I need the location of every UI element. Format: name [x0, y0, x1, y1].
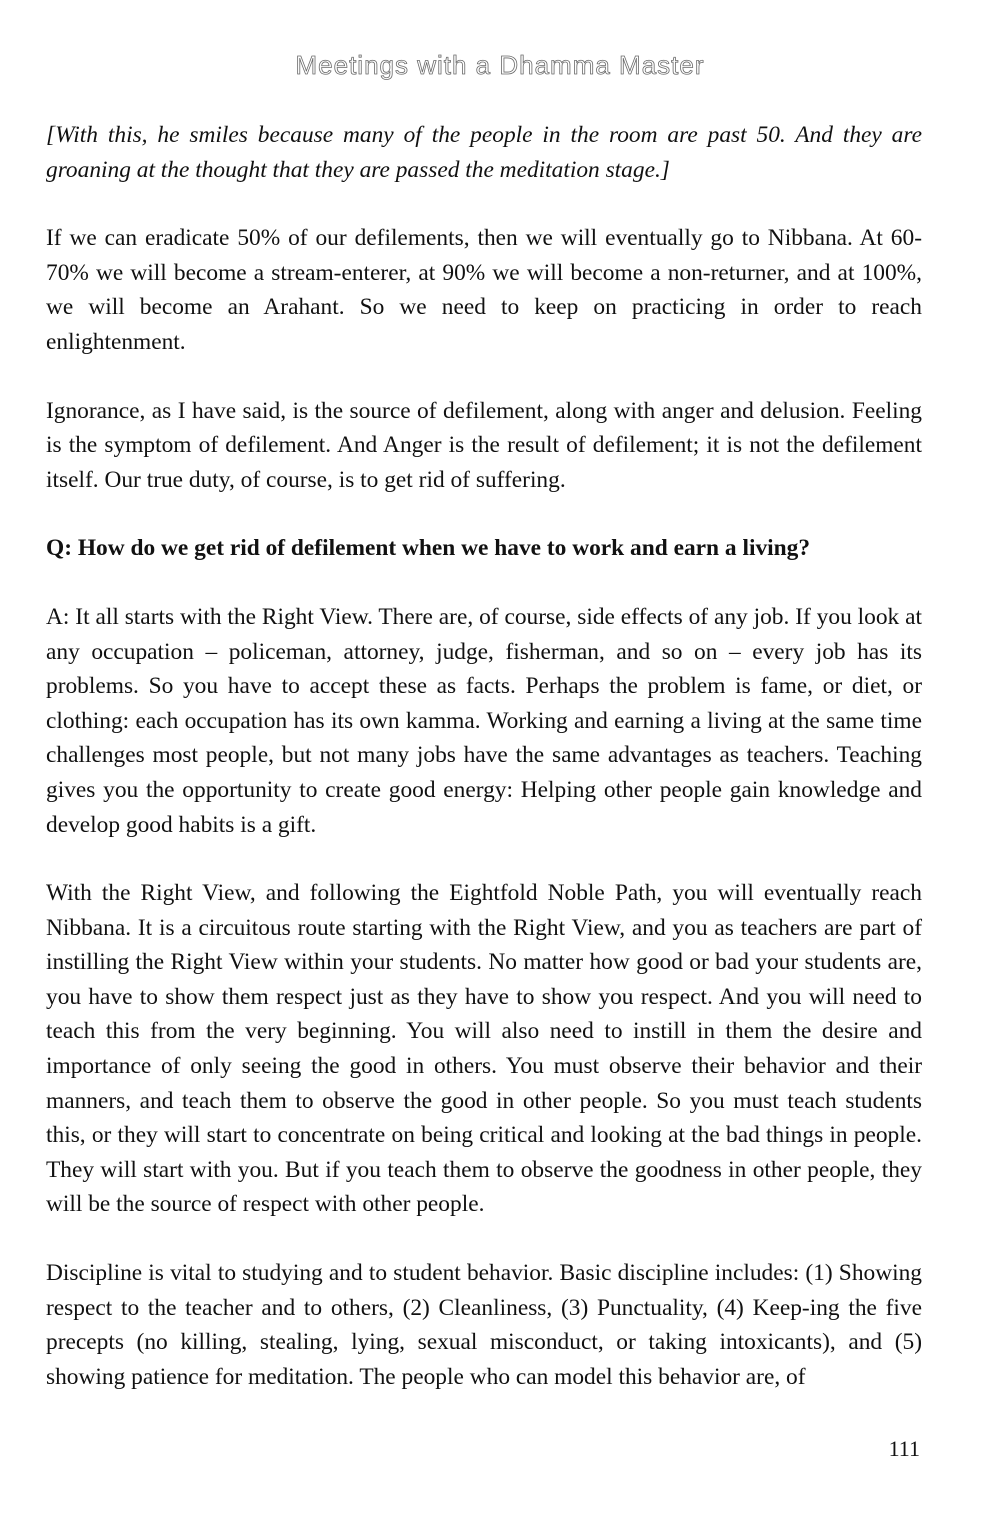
running-header: Meetings with a Dhamma Master: [295, 50, 705, 80]
paragraph-ignorance: Ignorance, as I have said, is the source of defilement, along with anger and delusion. Feeling is the symptom of defilement. And Anger is the result of defilement; it is not the defilement itself. Our true duty, of course, is to get rid of suffering.: [46, 397, 922, 493]
paragraph-discipline: Discipline is vital to studying and to student behavior. Basic discipline includes: (1) Showing respect to the teacher and to others, (2) Cleanliness, (3) Punctuality, (4) Keep-ing the five precepts (no killing, stealing, lying, sexual misconduct, or taking intoxicants), and (5) showing patience for meditation. The people who can model this behavior are, of: [46, 1260, 922, 1390]
paragraph-right-view: With the Right View, and following the Eightfold Noble Path, you will eventually reach Nibbana. It is a circuitous route starting with the Right View, and you as teachers are part of instilling the Right View within your students. No matter how good or bad your students are, you have to show them respect just as they have to show you respect. And you will need to teach this from the very beginning. You will also need to instill in them the desire and importance of only seeing the good in others. You must observe their behavior and their manners, and teach them to observe the good in other people. So you must teach students this, or they will start to concentrate on being critical and looking at the bad things in people. They will start with you. But if you teach them to observe the goodness in other people, they will be the source of respect with other people.: [46, 880, 922, 1218]
page-body: [46, 118, 922, 1428]
page-number: 111: [888, 1436, 920, 1461]
bracketed-note: [With this, he smiles because many of the people in the room are past 50. And they are groaning at the thought that they are passed the meditation stage.]: [46, 122, 922, 183]
paragraph-defilements-percent: If we can eradicate 50% of our defilements, then we will eventually go to Nibbana. At 60-70% we will become a stream-enterer, at 90% we will become a non-returner, and at 100%, we will become an Arahant. So we need to keep on practicing in order to reach enlightenment.: [46, 225, 922, 355]
paragraph-answer: A: It all starts with the Right View. There are, of course, side effects of any job. If you look at any occupation – policeman, attorney, judge, fisherman, and so on – every job has its problems. So you have to accept these as facts. Perhaps the problem is fame, or diet, or clothing: each occupation has its own kamma. Working and earning a living at the same time challenges most people, but not many jobs have the same advantages as teachers. Teaching gives you the opportunity to create good energy: Helping other people gain knowledge and develop good habits is a gift.: [46, 603, 922, 838]
question-heading: Q: How do we get rid of defilement when we have to work and earn a living?: [46, 535, 811, 562]
